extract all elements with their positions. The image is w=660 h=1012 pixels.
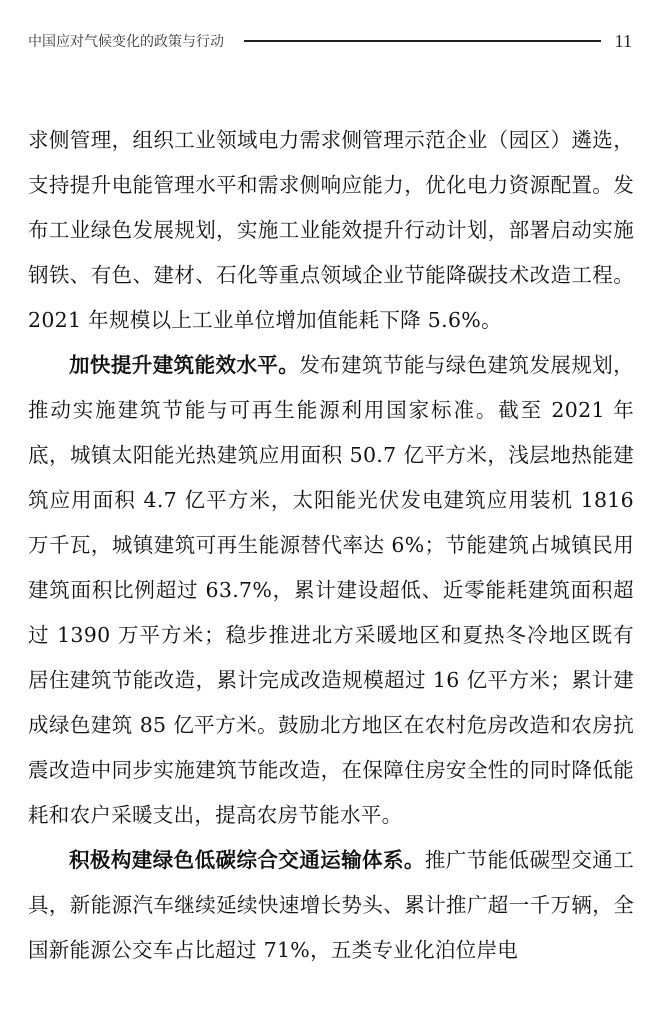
page-number: 11 bbox=[614, 30, 632, 51]
running-header bbox=[28, 30, 632, 52]
body-text bbox=[28, 118, 634, 973]
paragraph-3-text: 推广节能低碳型交通工具，新能源汽车继续延续快速增长势头、累计推广超一千万辆，全国新能源公交车占比超过 71%，五类专业化泊位岸电 bbox=[28, 848, 635, 962]
header-rule bbox=[244, 40, 601, 42]
paragraph-2 bbox=[28, 343, 634, 838]
paragraph-3-lead: 积极构建绿色低碳综合交通运输体系。 bbox=[69, 848, 425, 872]
paragraph-2-text: 发布建筑节能与绿色建筑发展规划，推动实施建筑节能与可再生能源利用国家标准。截至 2021 年底，城镇太阳能光热建筑应用面积 50.7 亿平方米，浅层地热能建筑应用面积 4.7 亿平方米，太阳能光伏发电建筑应用装机 1816 万千瓦，城镇建筑可再生能源替代率达 6%；节能建筑占城镇民用建筑面积比例超过 63.7%，累计建设超低、近零能耗建筑面积超过 1390 万平方米；稳步推进北方采暖地区和夏热冬冷地区既有居住建筑节能改造，累计完成改造规模超过 16 亿平方米；累计建成绿色建筑 85 亿平方米。鼓励北方地区在农村危房改造和农房抗震改造中同步实施建筑节能改造，在保障住房安全性的同时降低能耗和农户采暖支出，提高农房节能水平。 bbox=[28, 353, 634, 827]
paragraph-2-lead: 加快提升建筑能效水平。 bbox=[69, 353, 300, 377]
paragraph-3 bbox=[28, 838, 634, 973]
header-title: 中国应对气候变化的政策与行动 bbox=[28, 34, 224, 50]
paragraph-1-text: 求侧管理，组织工业领域电力需求侧管理示范企业（园区）遴选，支持提升电能管理水平和需求侧响应能力，优化电力资源配置。发布工业绿色发展规划，实施工业能效提升行动计划，部署启动实施钢铁、有色、建材、石化等重点领域企业节能降碳技术改造工程。2021 年规模以上工业单位增加值能耗下降 5.6%。 bbox=[28, 128, 634, 332]
paragraph-1 bbox=[28, 118, 634, 343]
